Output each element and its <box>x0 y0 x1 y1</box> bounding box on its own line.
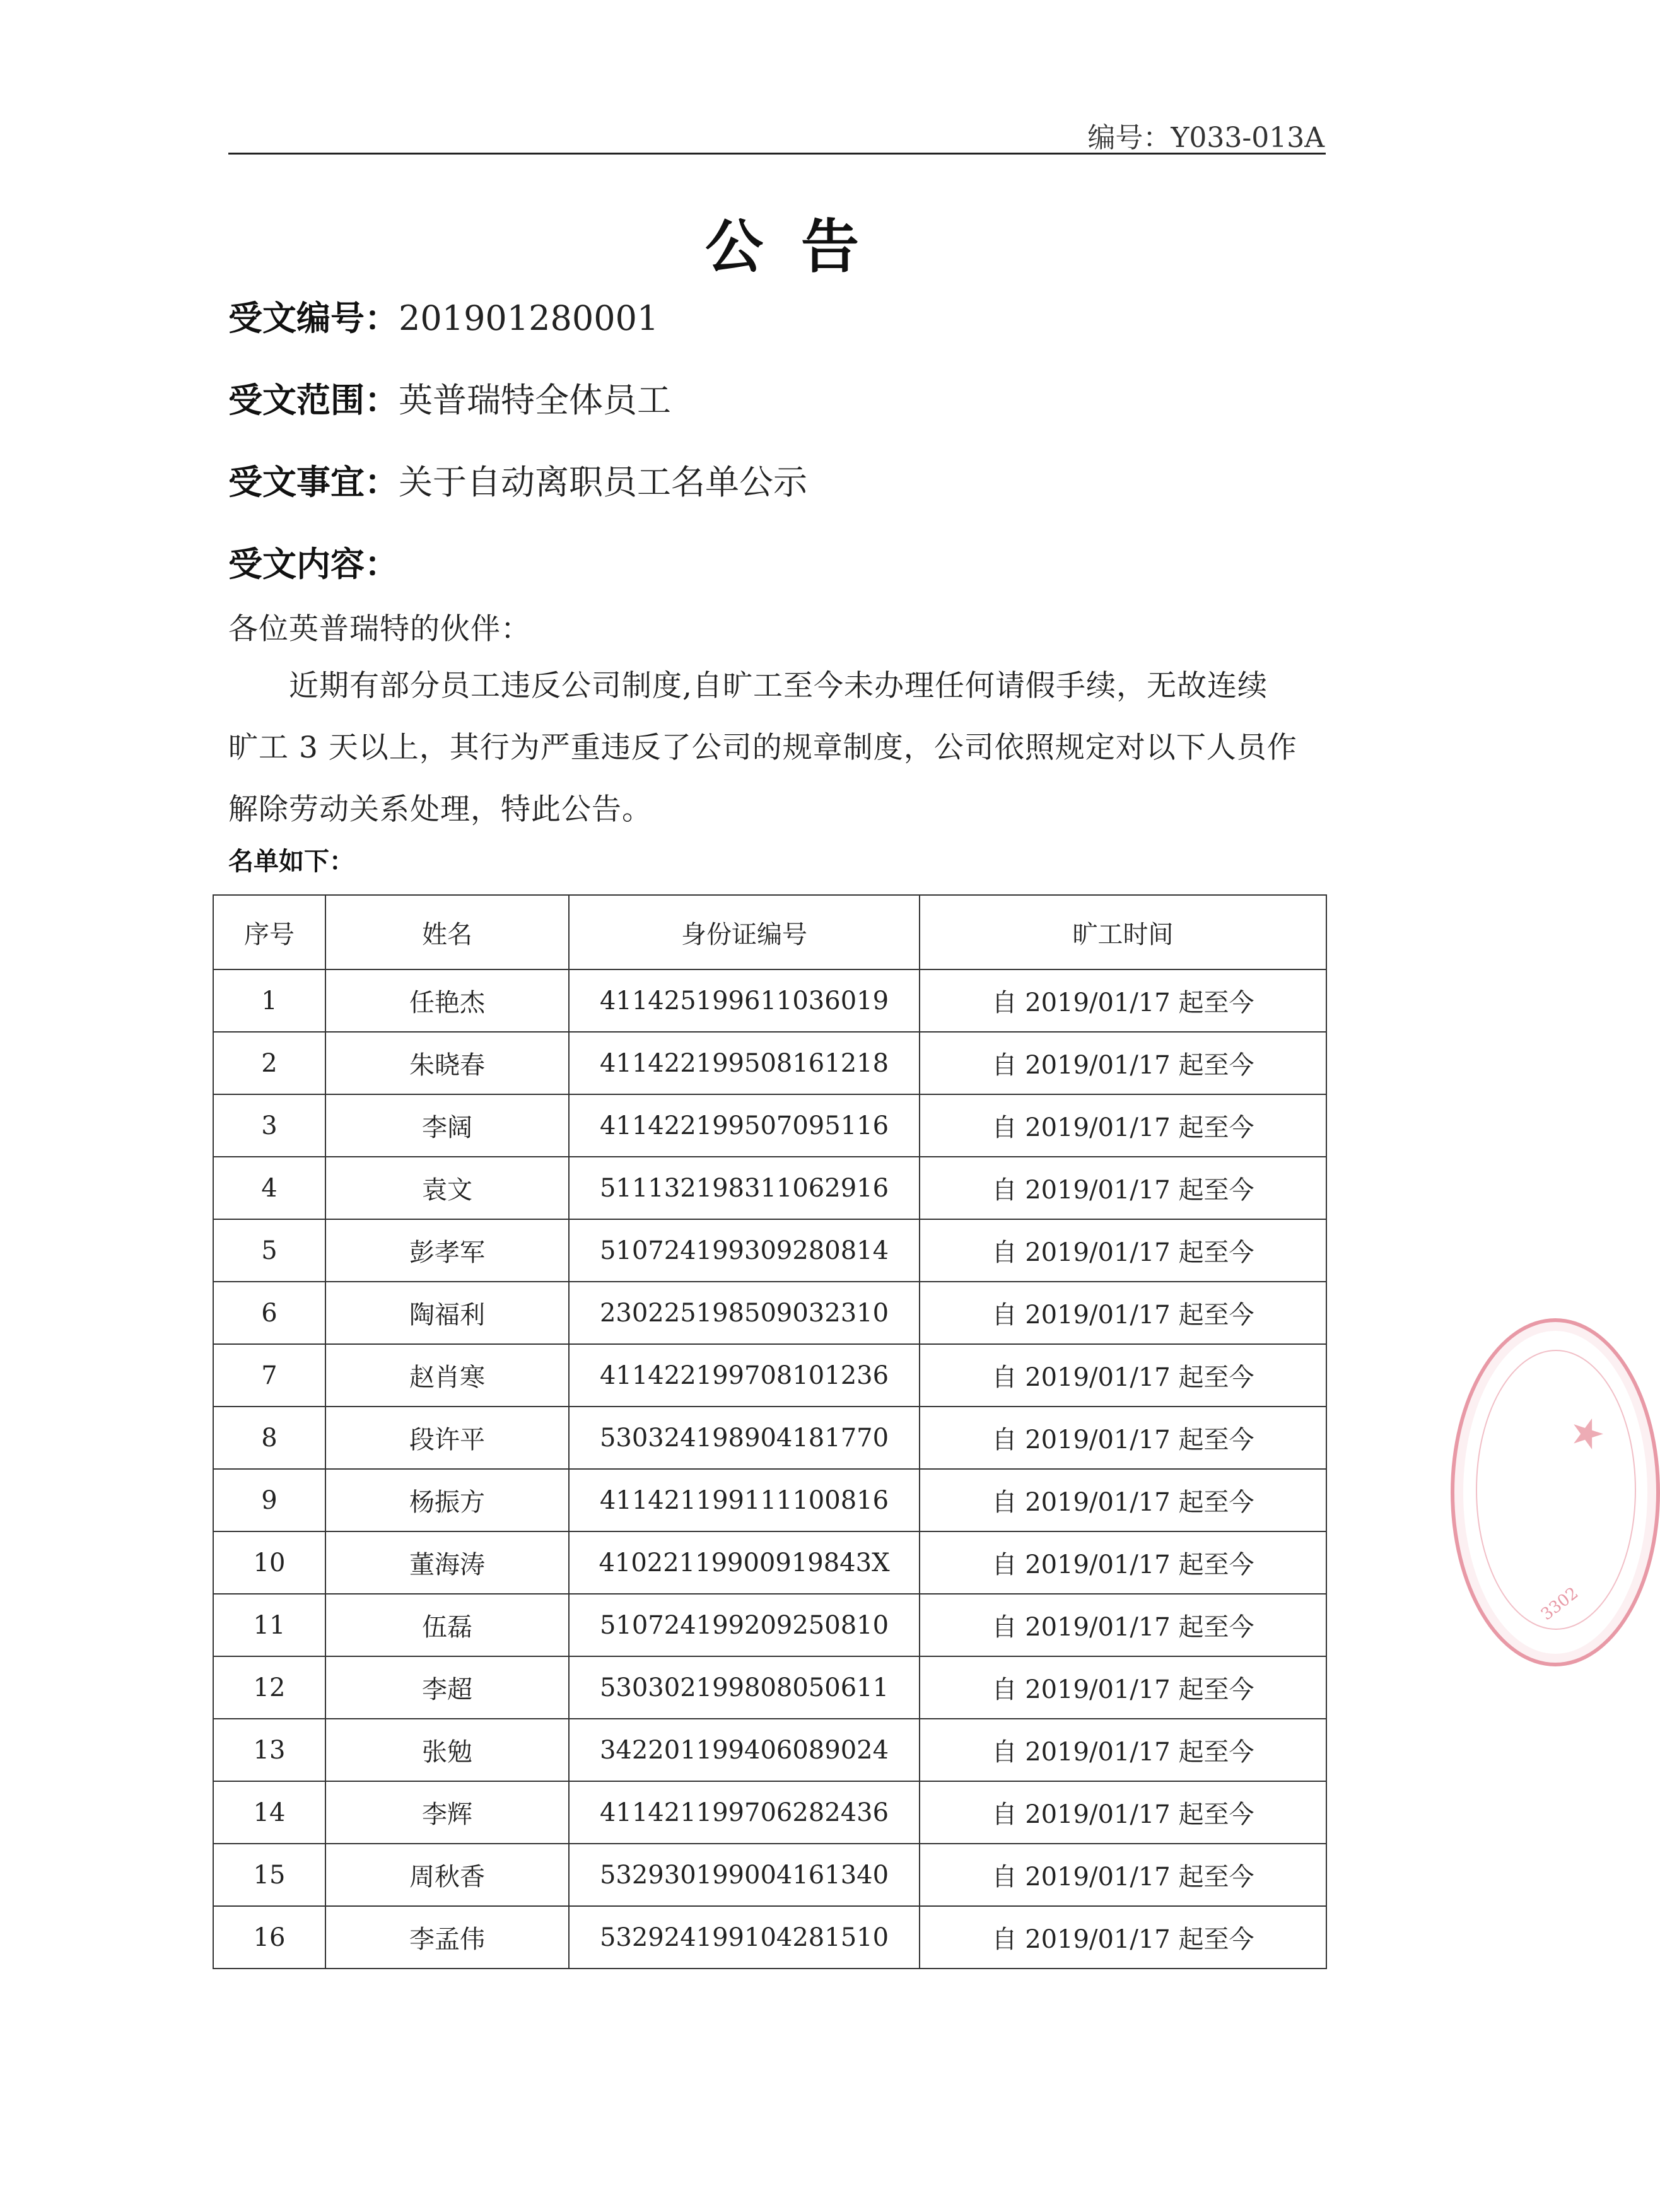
cell-seq: 16 <box>213 1906 325 1969</box>
matter-value: 关于自动离职员工名单公示 <box>399 462 807 502</box>
cell-name: 任艳杰 <box>325 969 569 1032</box>
cell-absence-period: 自 2019/01/17 起至今 <box>920 1344 1326 1407</box>
cell-absence-period: 自 2019/01/17 起至今 <box>920 1469 1326 1531</box>
cell-id-number: 411421199706282436 <box>569 1781 920 1844</box>
cell-name: 赵肖寒 <box>325 1344 569 1407</box>
cell-id-number: 530324198904181770 <box>569 1407 920 1469</box>
table-row <box>213 1219 1326 1282</box>
table-row <box>213 1656 1326 1719</box>
cell-id-number: 411422199507095116 <box>569 1094 920 1157</box>
cell-id-number: 510724199209250810 <box>569 1594 920 1656</box>
cell-id-number: 411422199708101236 <box>569 1344 920 1407</box>
cell-name: 段许平 <box>325 1407 569 1469</box>
list-label: 名单如下： <box>228 847 354 876</box>
body-line-1: 近期有部分员工违反公司制度,自旷工至今未办理任何请假手续，无故连续 <box>289 669 1268 703</box>
cell-absence-period: 自 2019/01/17 起至今 <box>920 1781 1326 1844</box>
cell-name: 李孟伟 <box>325 1906 569 1969</box>
content-field <box>228 537 399 586</box>
cell-seq: 12 <box>213 1656 325 1719</box>
table-row <box>213 1407 1326 1469</box>
cell-absence-period: 自 2019/01/17 起至今 <box>920 1094 1326 1157</box>
scope-label: 受文范围： <box>228 380 399 420</box>
cell-seq: 6 <box>213 1282 325 1344</box>
cell-seq: 1 <box>213 969 325 1032</box>
cell-seq: 7 <box>213 1344 325 1407</box>
cell-id-number: 532924199104281510 <box>569 1906 920 1969</box>
cell-id-number: 511132198311062916 <box>569 1157 920 1219</box>
salutation: 各位英普瑞特的伙伴： <box>228 612 531 647</box>
table-row <box>213 1781 1326 1844</box>
header-rule <box>228 153 1326 155</box>
cell-seq: 5 <box>213 1219 325 1282</box>
cell-seq: 9 <box>213 1469 325 1531</box>
table-row <box>213 1282 1326 1344</box>
cell-name: 杨振方 <box>325 1469 569 1531</box>
table-row <box>213 1094 1326 1157</box>
table-row <box>213 1032 1326 1094</box>
company-seal-number: 3302 <box>1537 1583 1582 1625</box>
cell-id-number: 530302199808050611 <box>569 1656 920 1719</box>
cell-seq: 15 <box>213 1844 325 1906</box>
body-line-2: 旷工 3 天以上，其行为严重违反了公司的规章制度，公司依照规定对以下人员作 <box>228 730 1297 765</box>
cell-seq: 11 <box>213 1594 325 1656</box>
cell-id-number: 411425199611036019 <box>569 969 920 1032</box>
table-row <box>213 1906 1326 1969</box>
matter-label: 受文事宜： <box>228 462 399 502</box>
cell-absence-period: 自 2019/01/17 起至今 <box>920 1656 1326 1719</box>
receipt-number-label: 受文编号： <box>228 298 399 338</box>
cell-seq: 13 <box>213 1719 325 1781</box>
header-seq: 序号 <box>213 895 325 969</box>
table-row <box>213 1719 1326 1781</box>
receipt-number-field <box>228 291 658 340</box>
cell-seq: 4 <box>213 1157 325 1219</box>
cell-name: 彭孝军 <box>325 1219 569 1282</box>
table-row <box>213 1594 1326 1656</box>
cell-absence-period: 自 2019/01/17 起至今 <box>920 1407 1326 1469</box>
cell-name: 董海涛 <box>325 1531 569 1594</box>
cell-name: 张勉 <box>325 1719 569 1781</box>
cell-name: 朱晓春 <box>325 1032 569 1094</box>
cell-seq: 14 <box>213 1781 325 1844</box>
cell-absence-period: 自 2019/01/17 起至今 <box>920 1282 1326 1344</box>
document-number: 编号：Y033-013A <box>1087 122 1324 154</box>
cell-absence-period: 自 2019/01/17 起至今 <box>920 1157 1326 1219</box>
cell-seq: 2 <box>213 1032 325 1094</box>
cell-absence-period: 自 2019/01/17 起至今 <box>920 1844 1326 1906</box>
header-name: 姓名 <box>325 895 569 969</box>
cell-name: 袁文 <box>325 1157 569 1219</box>
header-id-number: 身份证编号 <box>569 895 920 969</box>
cell-absence-period: 自 2019/01/17 起至今 <box>920 1719 1326 1781</box>
cell-name: 周秋香 <box>325 1844 569 1906</box>
cell-absence-period: 自 2019/01/17 起至今 <box>920 969 1326 1032</box>
cell-id-number: 230225198509032310 <box>569 1282 920 1344</box>
header-absence-period: 旷工时间 <box>920 895 1326 969</box>
scope-value: 英普瑞特全体员工 <box>399 380 671 420</box>
cell-absence-period: 自 2019/01/17 起至今 <box>920 1906 1326 1969</box>
cell-id-number: 342201199406089024 <box>569 1719 920 1781</box>
cell-absence-period: 自 2019/01/17 起至今 <box>920 1219 1326 1282</box>
table-row <box>213 1344 1326 1407</box>
cell-seq: 8 <box>213 1407 325 1469</box>
cell-id-number: 532930199004161340 <box>569 1844 920 1906</box>
cell-name: 李阔 <box>325 1094 569 1157</box>
table-row <box>213 1844 1326 1906</box>
scope-field <box>228 373 671 422</box>
table-row <box>213 1469 1326 1531</box>
body-line-3: 解除劳动关系处理，特此公告。 <box>228 792 652 827</box>
company-seal-star-icon: ★ <box>1562 1405 1612 1461</box>
cell-id-number: 411421199111100816 <box>569 1469 920 1531</box>
cell-absence-period: 自 2019/01/17 起至今 <box>920 1531 1326 1594</box>
table-row <box>213 1531 1326 1594</box>
cell-name: 陶福利 <box>325 1282 569 1344</box>
cell-seq: 3 <box>213 1094 325 1157</box>
table-row <box>213 969 1326 1032</box>
notice-title: 公告 <box>704 213 897 281</box>
table-header-row <box>213 895 1326 969</box>
absentee-table <box>213 894 1327 1969</box>
cell-id-number: 41022119900919843X <box>569 1531 920 1594</box>
cell-id-number: 510724199309280814 <box>569 1219 920 1282</box>
matter-field <box>228 455 807 504</box>
table-row <box>213 1157 1326 1219</box>
cell-absence-period: 自 2019/01/17 起至今 <box>920 1032 1326 1094</box>
cell-name: 李辉 <box>325 1781 569 1844</box>
cell-seq: 10 <box>213 1531 325 1594</box>
cell-name: 伍磊 <box>325 1594 569 1656</box>
cell-id-number: 411422199508161218 <box>569 1032 920 1094</box>
receipt-number-value: 201901280001 <box>399 298 659 338</box>
content-label: 受文内容： <box>228 544 399 584</box>
cell-name: 李超 <box>325 1656 569 1719</box>
cell-absence-period: 自 2019/01/17 起至今 <box>920 1594 1326 1656</box>
